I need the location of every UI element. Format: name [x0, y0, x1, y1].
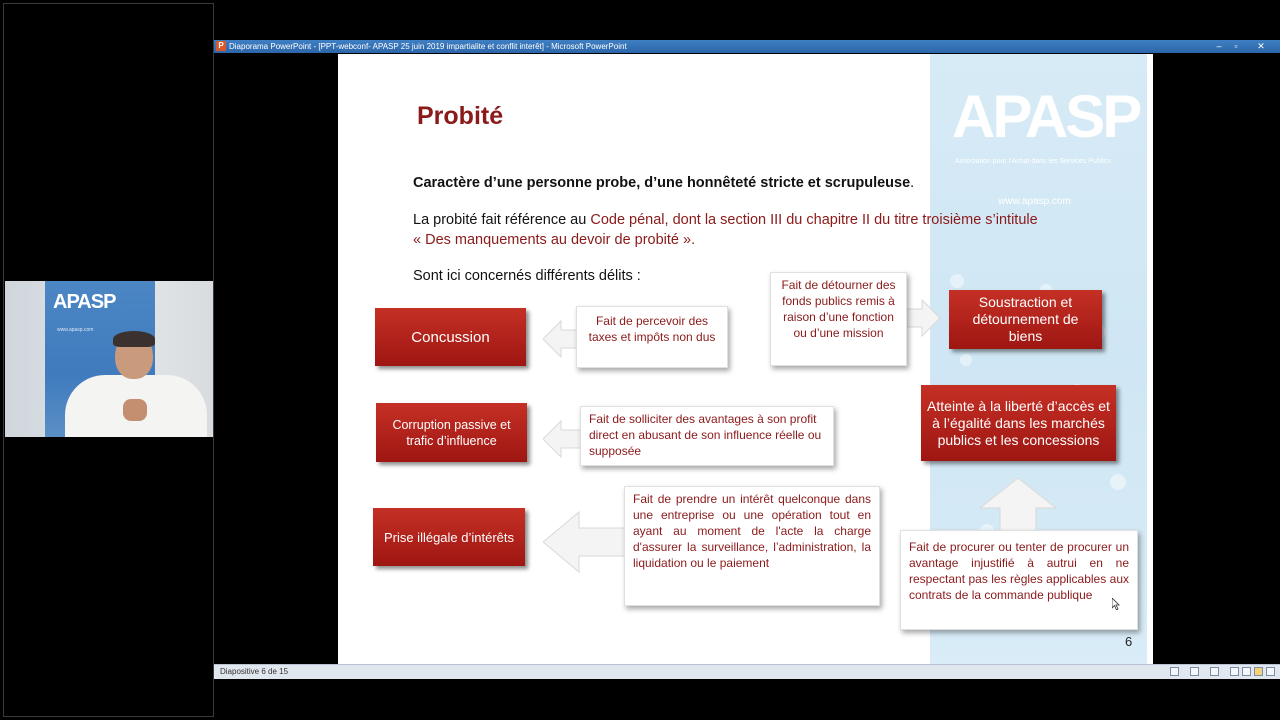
- presenter-hands: [123, 399, 147, 421]
- mouse-cursor-icon: [1112, 598, 1120, 610]
- slide-delits-intro: Sont ici concernés différents délits :: [413, 268, 641, 284]
- webcam-banner-url: www.apasp.com: [57, 327, 94, 333]
- slide-reference-line-2: « Des manquements au devoir de probité ».: [413, 232, 696, 248]
- minimize-button[interactable]: –: [1216, 41, 1222, 51]
- arrow-left-icon: [543, 418, 583, 460]
- normal-view-icon[interactable]: [1230, 667, 1239, 676]
- apasp-tagline: Association pour l'Achat dans les Services Publics: [955, 158, 1111, 165]
- description-corruption: Fait de solliciter des avantages à son profit direct en abusant de son influence réelle ou supposée: [580, 406, 834, 466]
- description-soustraction: Fait de détourner des fonds publics remis à raison d’une fonction ou d’une mission: [770, 272, 907, 366]
- offence-prise-illegale: Prise illégale d’intérêts: [373, 508, 525, 566]
- offence-corruption: Corruption passive et trafic d’influence: [376, 403, 527, 462]
- webcam-video: [5, 281, 213, 437]
- status-icon[interactable]: [1170, 667, 1179, 676]
- close-button[interactable]: ✕: [1257, 41, 1265, 51]
- slide-intro: [413, 175, 914, 191]
- apasp-logo: APASP: [952, 83, 1140, 150]
- arrow-left-icon: [543, 510, 625, 574]
- reading-view-icon[interactable]: [1254, 667, 1263, 676]
- status-bar: [214, 664, 1280, 679]
- offence-soustraction: Soustraction et détournement de biens: [949, 290, 1102, 349]
- maximize-button[interactable]: ▫: [1234, 41, 1238, 51]
- apasp-url: www.apasp.com: [998, 196, 1071, 207]
- offence-atteinte-liberte: Atteinte à la liberté d’accès et à l’égalité dans les marchés publics et les concessions: [921, 385, 1116, 461]
- description-atteinte-liberte: Fait de procurer ou tenter de procurer un avantage injustifié à autrui en ne respectant pas les règles applicables aux contrats de la commande publique: [900, 530, 1138, 630]
- slide-reference-line-1: [413, 212, 1038, 228]
- powerpoint-app-icon[interactable]: P: [216, 41, 226, 51]
- arrow-up-icon: [980, 478, 1056, 534]
- slideshow-view-icon[interactable]: [1266, 667, 1275, 676]
- description-prise-illegale: Fait de prendre un intérêt quelconque dans une entreprise ou une opération tout en ayant au moment de l'acte la charge d'assurer la surveillance, l’administration, la liquidation ou le paiement: [624, 486, 880, 606]
- status-icon[interactable]: [1210, 667, 1219, 676]
- ref-code-penal: Code pénal, dont la section III du chapitre II du titre troisième s’intitule: [590, 212, 1038, 228]
- slide-sorter-view-icon[interactable]: [1242, 667, 1251, 676]
- description-concussion: Fait de percevoir des taxes et impôts non dus: [576, 306, 728, 368]
- intro-bold-text: Caractère d’une personne probe, d’une honnêteté stricte et scrupuleuse: [413, 175, 911, 191]
- window-title: Diaporama PowerPoint - [PPT-webconf- APASP 25 juin 2019 impartialite et conflit interêt] - Microsoft PowerPoint: [229, 42, 627, 51]
- ref-prefix: La probité fait référence au: [413, 212, 591, 228]
- intro-end: .: [910, 175, 915, 191]
- presenter-hair: [113, 331, 155, 347]
- slide-counter: Diapositive 6 de 15: [220, 667, 289, 676]
- webcam-banner-logo: APASP: [53, 291, 116, 313]
- spelling-check-icon[interactable]: [1190, 667, 1199, 676]
- slide-title: Probité: [417, 102, 504, 130]
- offence-concussion: Concussion: [375, 308, 526, 366]
- slide-number: 6: [1125, 634, 1133, 649]
